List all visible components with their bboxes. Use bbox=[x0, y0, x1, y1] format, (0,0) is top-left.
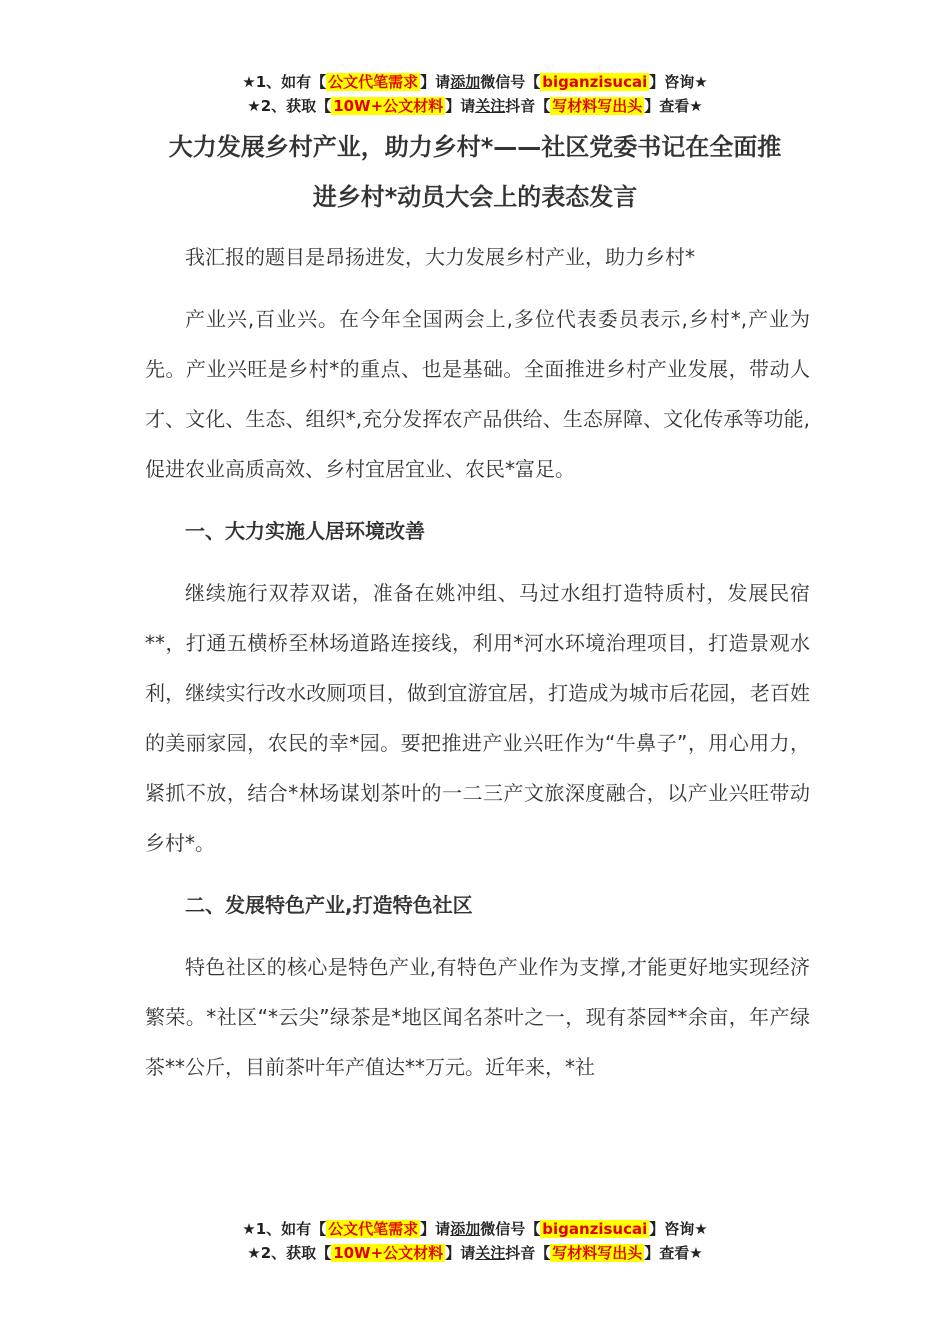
title-line-2: 进乡村*动员大会上的表态发言 bbox=[312, 183, 638, 211]
promo-text: 抖音【 bbox=[505, 97, 551, 115]
highlight-wechat-id: biganzisucai bbox=[542, 1220, 648, 1238]
paragraph: 继续施行双荐双诺，准备在姚冲组、马过水组打造特质村，发展民宿**，打通五横桥至林场道路连接线，利用*河水环境治理项目，打造景观水利，继续实行改水改厕项目，做到宜游宜居，打造成为城市后花园，老百姓的美丽家园，农民的幸*园。要把推进产业兴旺作为“牛鼻子”，用心用力，紧抓不放，结合*林场谋划茶叶的一二三产文旅深度融合，以产业兴旺带动乡村*。 bbox=[145, 581, 810, 855]
document-title bbox=[100, 122, 850, 222]
promo-header bbox=[0, 70, 950, 118]
underlined-word: 关注 bbox=[475, 1244, 506, 1262]
promo-line-2 bbox=[0, 94, 950, 118]
promo-text: 】请 bbox=[445, 97, 476, 115]
highlight-douyin-id: 写材料写出头 bbox=[552, 1244, 643, 1262]
title-line-1: 大力发展乡村产业，助力乡村*——社区党委书记在全面推 bbox=[168, 133, 782, 161]
highlight-douyin-id: 写材料写出头 bbox=[552, 97, 643, 115]
highlight-service: 公文代笔需求 bbox=[328, 1220, 419, 1238]
intro-paragraph: 我汇报的题目是昂扬进发，大力发展乡村产业，助力乡村* bbox=[185, 245, 695, 269]
promo-text: 】请 bbox=[445, 1244, 476, 1262]
section-heading: 一、大力实施人居环境改善 bbox=[185, 519, 425, 543]
section-heading: 二、发展特色产业,打造特色社区 bbox=[185, 893, 473, 917]
promo-line-1 bbox=[0, 1217, 950, 1241]
promo-text: 】查看★ bbox=[644, 1244, 703, 1262]
highlight-service: 公文代笔需求 bbox=[328, 73, 419, 91]
highlight-materials: 10W+公文材料 bbox=[333, 97, 444, 115]
promo-text: ★2、获取【 bbox=[247, 97, 332, 115]
promo-text: ★2、获取【 bbox=[247, 1244, 332, 1262]
promo-text: 】咨询★ bbox=[649, 73, 708, 91]
underlined-word: 添加 bbox=[450, 73, 481, 91]
promo-line-2 bbox=[0, 1241, 950, 1265]
promo-text: 抖音【 bbox=[505, 1244, 551, 1262]
highlight-materials: 10W+公文材料 bbox=[333, 1244, 444, 1262]
promo-text: 】咨询★ bbox=[649, 1220, 708, 1238]
highlight-wechat-id: biganzisucai bbox=[542, 73, 648, 91]
promo-line-1 bbox=[0, 70, 950, 94]
promo-text: 】请 bbox=[420, 1220, 451, 1238]
underlined-word: 关注 bbox=[475, 97, 506, 115]
promo-footer bbox=[0, 1217, 950, 1265]
paragraph: 产业兴,百业兴。在今年全国两会上,多位代表委员表示,乡村*,产业为先。产业兴旺是乡村*的重点、也是基础。全面推进乡村产业发展，带动人才、文化、生态、组织*,充分发挥农产品供给、生态屏障、文化传承等功能,促进农业高质高效、乡村宜居宜业、农民*富足。 bbox=[145, 307, 810, 481]
underlined-word: 添加 bbox=[450, 1220, 481, 1238]
promo-text: 微信号【 bbox=[480, 1220, 541, 1238]
promo-text: 】查看★ bbox=[644, 97, 703, 115]
promo-text: ★1、如有【 bbox=[242, 1220, 327, 1238]
promo-text: ★1、如有【 bbox=[242, 73, 327, 91]
paragraph: 特色社区的核心是特色产业,有特色产业作为支撑,才能更好地实现经济繁荣。*社区“*云尖”绿茶是*地区闻名茶叶之一，现有茶园**余亩，年产绿茶**公斤，目前茶叶年产值达**万元。近年来，*社 bbox=[145, 955, 810, 1079]
document-body bbox=[145, 232, 810, 1104]
promo-text: 】请 bbox=[420, 73, 451, 91]
promo-text: 微信号【 bbox=[480, 73, 541, 91]
